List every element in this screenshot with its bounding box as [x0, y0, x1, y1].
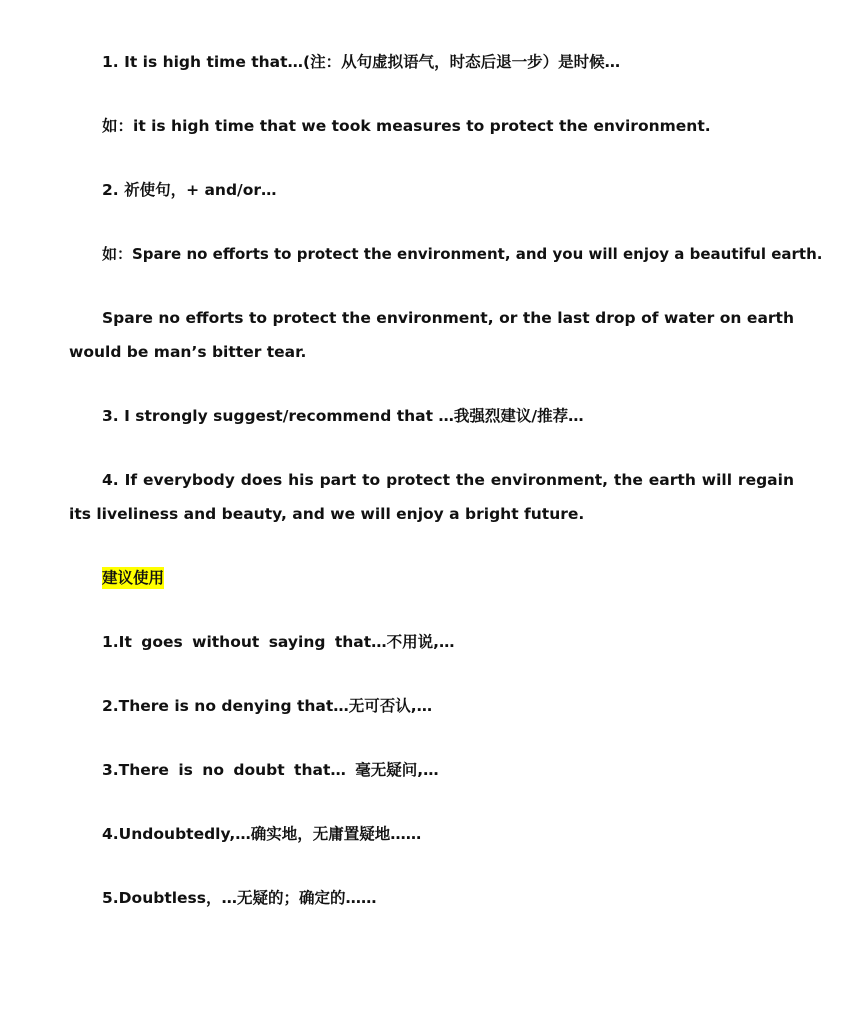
paragraph-1: 1. It is high time that…(注：从句虚拟语气，时态后退一步）是时候…: [102, 53, 621, 71]
paragraph-7: 4. If everybody does his part to protect the environment, the earth will regain its liveliness and beauty, and we will enjoy a bright future.: [69, 471, 794, 523]
paragraph-3: 2. 祈使句，+ and/or…: [102, 181, 277, 199]
paragraph-4: 如：Spare no efforts to protect the environment, and you will enjoy a beautiful earth.: [102, 245, 823, 263]
phrase-1: 1.It goes without saying that…不用说,…: [102, 633, 455, 651]
phrase-4: 4.Undoubtedly,…确实地，无庸置疑地……: [102, 825, 422, 843]
paragraph-6: 3. I strongly suggest/recommend that …我强烈建议/推荐…: [102, 407, 584, 425]
phrase-5: 5.Doubtless，…无疑的；确定的……: [102, 889, 377, 907]
section-heading: 建议使用: [102, 569, 165, 587]
paragraph-5: Spare no efforts to protect the environment, or the last drop of water on earth would be man’s bitter tear.: [69, 309, 794, 361]
phrase-2: 2.There is no denying that…无可否认,…: [102, 697, 433, 715]
paragraph-2: 如：it is high time that we took measures to protect the environment.: [102, 117, 711, 135]
phrase-3: 3.There is no doubt that… 毫无疑问,…: [102, 761, 439, 779]
section-heading-line: [69, 561, 794, 595]
